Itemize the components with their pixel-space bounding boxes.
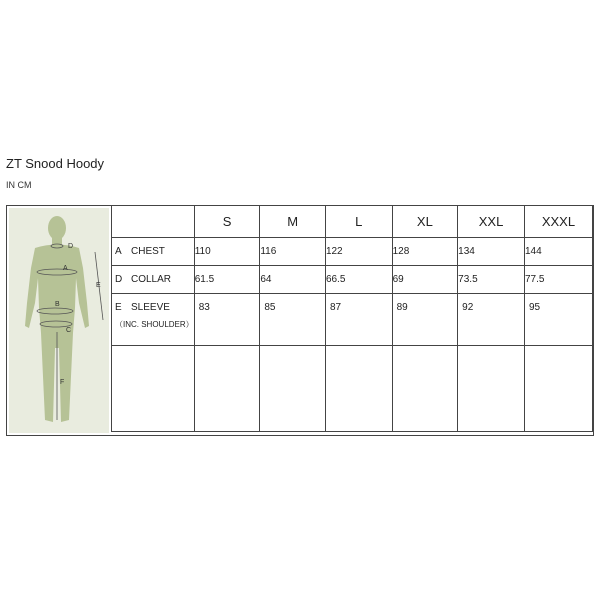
table-cell: 83 bbox=[198, 302, 210, 313]
corner-cell bbox=[112, 206, 195, 238]
size-header-row bbox=[112, 206, 593, 238]
size-header-xxxl: XXXL bbox=[524, 206, 592, 238]
table-cell: 134 bbox=[458, 238, 525, 266]
table-cell: 92 bbox=[462, 302, 474, 313]
table-cell: 77.5 bbox=[524, 266, 592, 294]
figure-label-e: E bbox=[96, 282, 101, 289]
empty-cell bbox=[392, 346, 458, 432]
measurement-label bbox=[112, 266, 195, 294]
table-cell-wrap bbox=[260, 294, 326, 346]
empty-cell bbox=[112, 346, 195, 432]
size-header-s: S bbox=[194, 206, 260, 238]
table-row-chest bbox=[112, 238, 593, 266]
table-cell: 61.5 bbox=[194, 266, 260, 294]
table-cell-wrap bbox=[458, 294, 525, 346]
table-cell: 64 bbox=[260, 266, 326, 294]
size-header-xxl: XXL bbox=[458, 206, 525, 238]
table-cell: 116 bbox=[260, 238, 326, 266]
figure-label-b: B bbox=[55, 301, 60, 308]
figure-label-a: A bbox=[63, 265, 68, 272]
table-cell: 66.5 bbox=[325, 266, 392, 294]
table-row-collar bbox=[112, 266, 593, 294]
figure-label-d: D bbox=[68, 243, 74, 250]
measurement-letter: E bbox=[115, 302, 122, 313]
table-cell: 87 bbox=[329, 302, 342, 313]
table-cell: 128 bbox=[392, 238, 458, 266]
empty-cell bbox=[194, 346, 260, 432]
measurement-name: SLEEVE bbox=[131, 302, 170, 313]
measurement-letter: D bbox=[115, 274, 123, 285]
size-table bbox=[111, 205, 593, 432]
measurement-letter: A bbox=[115, 246, 122, 257]
measurement-name: CHEST bbox=[131, 246, 165, 257]
table-cell: 85 bbox=[264, 302, 276, 313]
unit-label: IN CM bbox=[6, 180, 32, 190]
product-title: ZT Snood Hoody bbox=[6, 156, 105, 171]
figure-label-f: F bbox=[60, 379, 65, 386]
table-cell: 122 bbox=[325, 238, 392, 266]
human-figure-illustration bbox=[9, 208, 109, 433]
empty-cell bbox=[458, 346, 525, 432]
table-cell: 95 bbox=[528, 302, 541, 313]
table-row-sleeve bbox=[112, 294, 593, 346]
table-cell: 110 bbox=[194, 238, 260, 266]
size-header-xl: XL bbox=[392, 206, 458, 238]
empty-cell bbox=[325, 346, 392, 432]
measurement-name: COLLAR bbox=[131, 274, 172, 285]
table-cell: 69 bbox=[392, 266, 458, 294]
table-row-empty bbox=[112, 346, 593, 432]
table-cell-wrap bbox=[325, 294, 392, 346]
empty-cell bbox=[524, 346, 592, 432]
table-cell: 89 bbox=[396, 302, 408, 313]
measurement-note: （INC. SHOULDER） bbox=[115, 320, 194, 329]
empty-cell bbox=[260, 346, 326, 432]
body-measurement-figure bbox=[9, 208, 109, 433]
figure-label-c: C bbox=[66, 327, 72, 334]
table-cell-wrap bbox=[392, 294, 458, 346]
table-cell-wrap bbox=[194, 294, 260, 346]
size-header-m: M bbox=[260, 206, 326, 238]
measurement-label bbox=[112, 294, 195, 346]
size-header-l: L bbox=[325, 206, 392, 238]
measurement-label bbox=[112, 238, 195, 266]
table-cell: 73.5 bbox=[458, 266, 525, 294]
size-chart bbox=[6, 205, 594, 436]
table-cell-wrap bbox=[524, 294, 592, 346]
table-cell: 144 bbox=[524, 238, 592, 266]
